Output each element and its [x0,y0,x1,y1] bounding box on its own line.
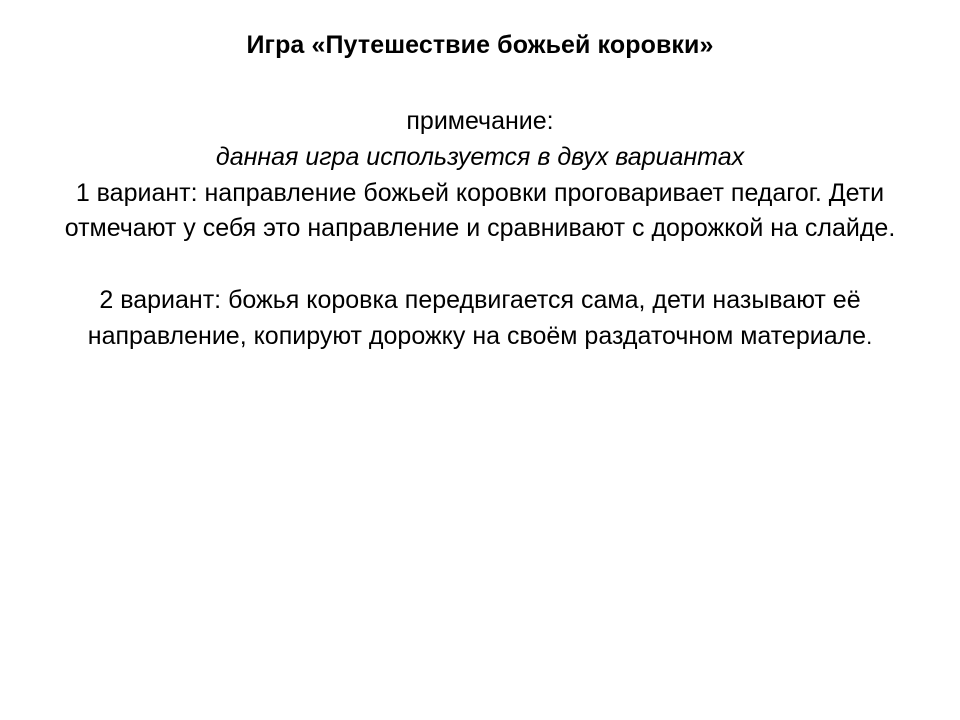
note-label: примечание: [406,107,554,135]
variant-two-period: . [866,323,873,349]
variant-two-paragraph [60,283,900,355]
slide-body [60,104,900,355]
variant-one-paragraph: 1 вариант: направление божьей коровки проговаривает педагог. Дети отмечают у себя это направление и сравнивают с дорожкой на слайде. [64,178,896,243]
paragraph-spacer [60,247,900,283]
note-italic-line: данная игра используется в двух вариантах [215,142,745,171]
variant-two-text: 2 вариант: божья коровка передвигается сама, дети называют её направление, копируют дорожку на своём раздаточном материале [87,286,867,350]
page-title: Игра «Путешествие божьей коровки» [246,31,714,59]
